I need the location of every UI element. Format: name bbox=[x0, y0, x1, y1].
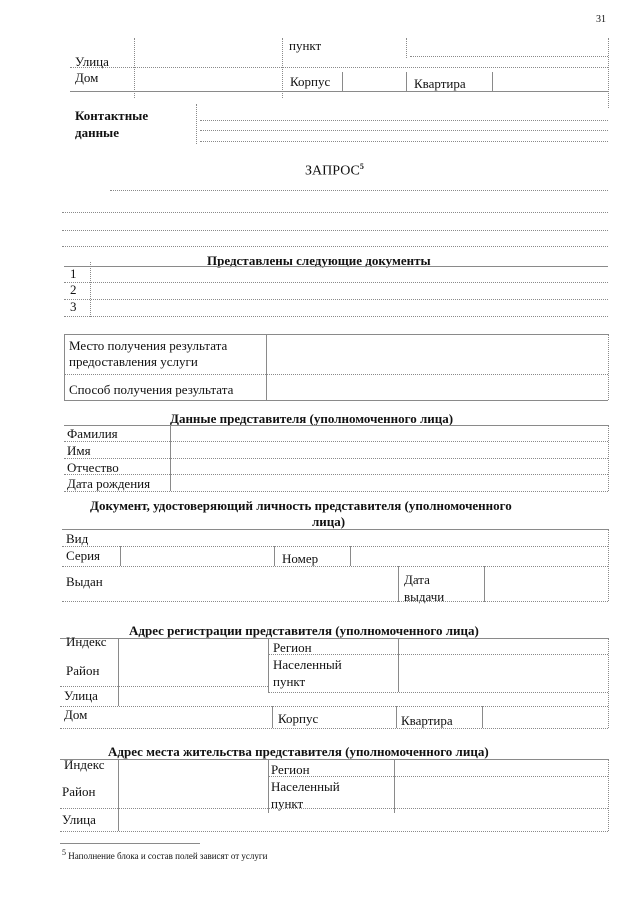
reg-house-label: Дом bbox=[64, 707, 88, 722]
live-region-field[interactable] bbox=[396, 761, 606, 775]
documents-title: Представлены следующие документы bbox=[207, 253, 431, 268]
request-text-area[interactable] bbox=[62, 185, 608, 250]
doc-type-label: Вид bbox=[66, 531, 89, 546]
reg-index-label: Индекс bbox=[66, 634, 107, 649]
apartment-field[interactable] bbox=[494, 72, 606, 90]
contacts-label: Контактные bbox=[75, 108, 149, 123]
reg-street-label: Улица bbox=[64, 688, 98, 703]
patronymic-label: Отчество bbox=[67, 460, 119, 475]
grid-line bbox=[608, 38, 609, 108]
live-address-title: Адрес места жительства представителя (уполномоченного лица) bbox=[108, 744, 489, 759]
reg-locality-label-2: пункт bbox=[273, 674, 306, 689]
reg-district-field[interactable] bbox=[120, 658, 266, 684]
issue-date-label: Дата bbox=[404, 572, 430, 587]
document-item-number: 3 bbox=[70, 299, 77, 314]
issue-date-label-2: выдачи bbox=[404, 589, 445, 604]
birthdate-field[interactable] bbox=[172, 476, 606, 490]
contacts-label-2: данные bbox=[75, 125, 119, 140]
document-item-2[interactable] bbox=[92, 283, 606, 297]
surname-field[interactable] bbox=[172, 426, 606, 440]
doc-series-label: Серия bbox=[66, 548, 101, 563]
live-index-field[interactable] bbox=[120, 761, 266, 777]
representative-title: Данные представителя (уполномоченного лица) bbox=[170, 411, 454, 426]
live-index-label: Индекс bbox=[64, 757, 105, 772]
birthdate-label: Дата рождения bbox=[67, 476, 151, 491]
doc-number-field[interactable] bbox=[352, 548, 606, 564]
footnote-ref: 5 bbox=[359, 162, 364, 171]
reg-apartment-field[interactable] bbox=[484, 708, 606, 726]
apartment-label: Квартира bbox=[414, 76, 466, 91]
document-item-number: 2 bbox=[70, 282, 77, 297]
contacts-field[interactable] bbox=[200, 104, 606, 142]
reg-locality-field[interactable] bbox=[400, 656, 606, 690]
footnote-text: Наполнение блока и состав полей зависят от услуги bbox=[68, 851, 268, 861]
patronymic-field[interactable] bbox=[172, 460, 606, 474]
street-field[interactable] bbox=[136, 54, 606, 68]
live-locality-label-2: пункт bbox=[271, 796, 304, 811]
document-item-3[interactable] bbox=[92, 300, 606, 314]
request-title bbox=[305, 162, 364, 180]
issued-by-field[interactable] bbox=[122, 568, 396, 598]
footnote bbox=[62, 848, 267, 861]
reg-address-title: Адрес регистрации представителя (уполномоченного лица) bbox=[129, 623, 479, 638]
reg-region-field[interactable] bbox=[400, 640, 606, 654]
live-locality-label: Населенный bbox=[271, 779, 340, 794]
grid-line bbox=[282, 38, 283, 98]
live-street-field[interactable] bbox=[120, 812, 606, 828]
document-item-number: 1 bbox=[70, 266, 77, 281]
result-method-field[interactable] bbox=[268, 376, 606, 398]
identity-doc-title: Документ, удостоверяющий личность представителя (уполномоченного bbox=[90, 498, 512, 513]
document-item-1[interactable] bbox=[92, 266, 606, 280]
name-field[interactable] bbox=[172, 443, 606, 457]
footnote-separator bbox=[60, 843, 200, 844]
reg-index-field[interactable] bbox=[120, 640, 266, 656]
house-field[interactable] bbox=[136, 70, 280, 86]
reg-street-field[interactable] bbox=[120, 692, 606, 706]
result-place-field[interactable] bbox=[268, 336, 606, 372]
page-number: 31 bbox=[596, 14, 606, 25]
footnote-mark: 5 bbox=[62, 848, 66, 857]
reg-region-label: Регион bbox=[273, 640, 312, 655]
request-title-text: ЗАПРОС bbox=[305, 163, 360, 179]
reg-building-field[interactable] bbox=[330, 708, 394, 726]
result-place-label: Место получения результата bbox=[69, 338, 228, 353]
reg-district-label: Район bbox=[66, 663, 100, 678]
locality-label: пункт bbox=[289, 38, 322, 53]
reg-building-label: Корпус bbox=[278, 711, 319, 726]
surname-label: Фамилия bbox=[67, 426, 118, 441]
grid-line bbox=[134, 38, 135, 98]
identity-doc-title-2: лица) bbox=[312, 514, 346, 529]
doc-series-field[interactable] bbox=[122, 548, 272, 564]
building-field[interactable] bbox=[344, 72, 404, 90]
live-street-label: Улица bbox=[62, 812, 96, 827]
street-label: Улица bbox=[75, 54, 109, 69]
issued-by-label: Выдан bbox=[66, 574, 103, 589]
name-label: Имя bbox=[67, 443, 91, 458]
live-district-field[interactable] bbox=[120, 779, 266, 807]
doc-type-field[interactable] bbox=[120, 531, 606, 545]
issue-date-field[interactable] bbox=[486, 568, 606, 598]
result-place-label-2: предоставления услуги bbox=[69, 354, 198, 369]
reg-apartment-label: Квартира bbox=[401, 713, 453, 728]
result-method-label: Способ получения результата bbox=[69, 382, 234, 397]
live-district-label: Район bbox=[62, 784, 96, 799]
house-label: Дом bbox=[75, 70, 99, 85]
reg-locality-label: Населенный bbox=[273, 657, 342, 672]
live-region-label: Регион bbox=[271, 762, 310, 777]
building-label: Корпус bbox=[290, 74, 331, 89]
doc-number-label: Номер bbox=[282, 551, 319, 566]
live-locality-field[interactable] bbox=[396, 778, 606, 812]
reg-house-field[interactable] bbox=[120, 708, 270, 726]
